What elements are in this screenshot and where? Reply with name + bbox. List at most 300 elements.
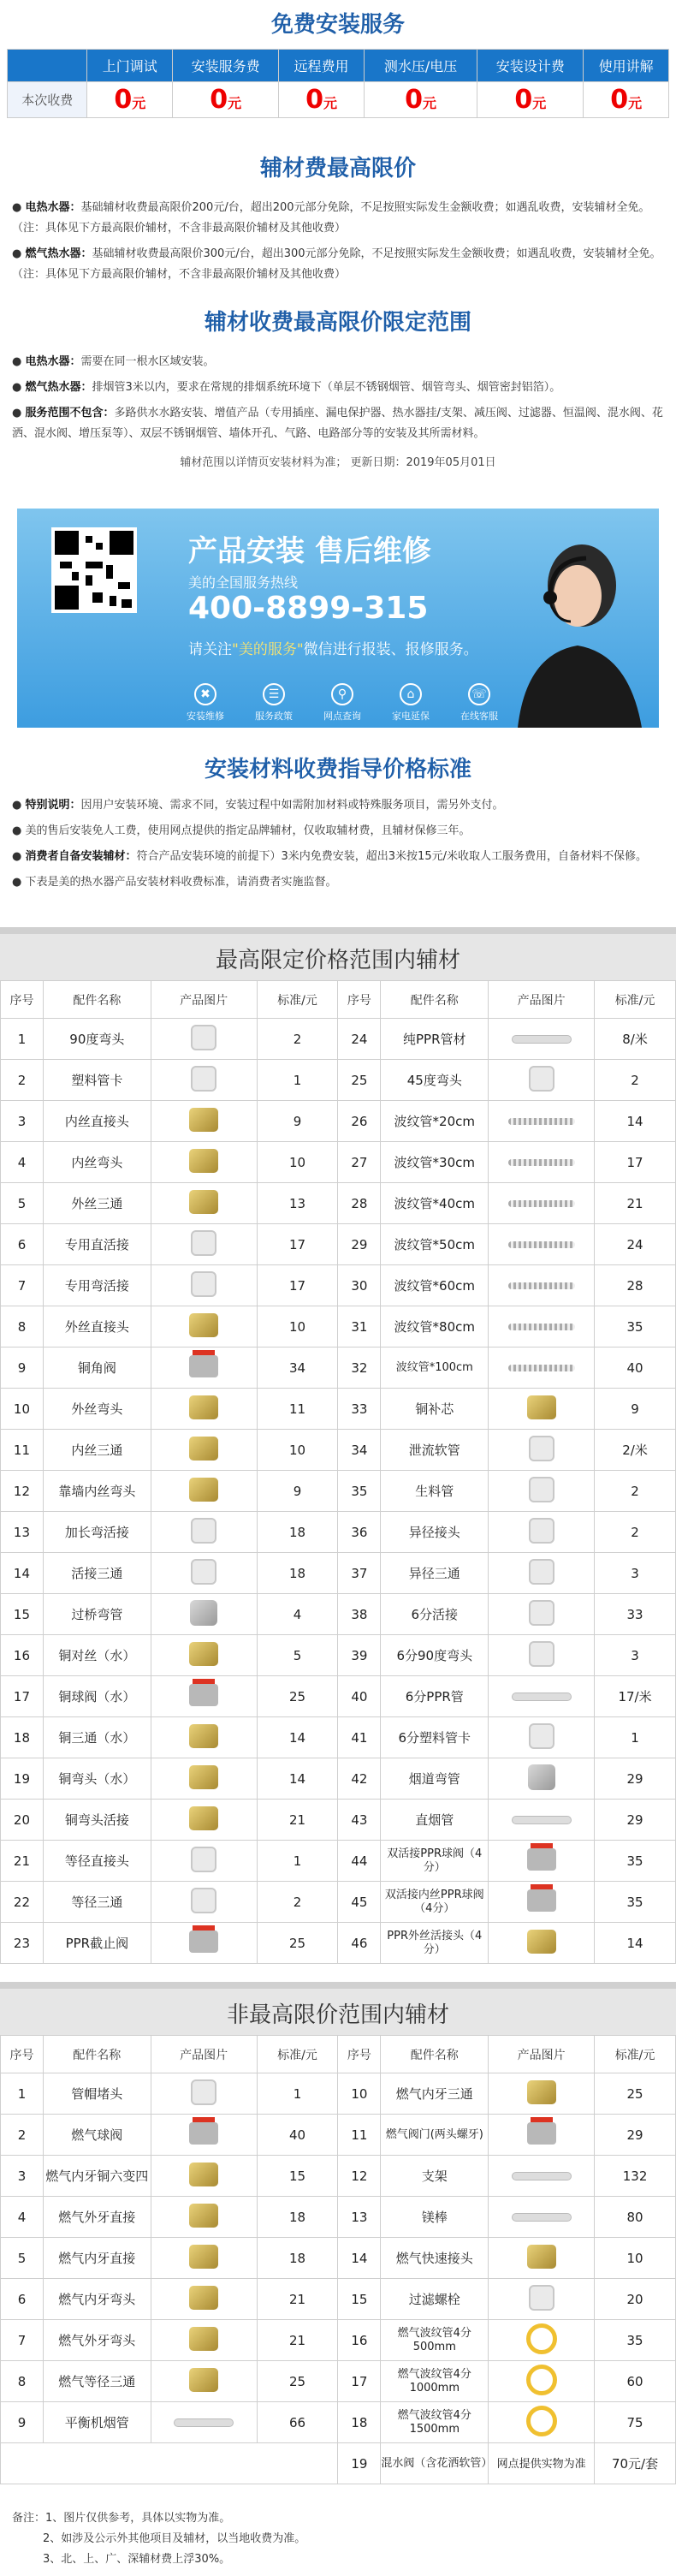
part-image [151,1183,257,1224]
row-number: 41 [338,1717,381,1758]
part-image [151,1512,257,1553]
pipe-icon [512,2172,572,2180]
part-name: 6分活接 [381,1594,489,1635]
part-name: 过桥弯管 [43,1594,151,1635]
table-header-2: 产品图片 [151,981,257,1019]
part-price: 18 [257,1553,338,1594]
part-name: 90度弯头 [43,1019,151,1060]
fee-price-2 [173,82,279,118]
plastic-fitting-icon [191,1559,216,1585]
part-image [151,2361,257,2402]
part-price: 60 [595,2361,676,2402]
row-number: 1 [1,2073,44,2115]
gas-hose-coil-icon [526,2323,557,2354]
plastic-fitting-icon [529,1518,554,1544]
fee-price-value: 0 [114,85,133,115]
part-name: 燃气波纹管4分 1000mm [381,2361,489,2402]
banner-subtitle: 美的全国服务热线 [188,574,299,591]
part-image [151,1265,257,1306]
qr-module [106,565,113,579]
row-number: 10 [338,2073,381,2115]
pipe-icon [512,1035,572,1044]
part-name: 加长弯活接 [43,1512,151,1553]
part-image [489,1841,595,1882]
part-price: 1 [257,2073,338,2115]
part-name: 混水阀（含花洒软管） [381,2443,489,2484]
qr-module [118,582,130,589]
part-name: 等径三通 [43,1882,151,1923]
row-number: 44 [338,1841,381,1882]
part-price: 18 [257,2197,338,2238]
table-row [1,1758,676,1800]
part-image [151,1800,257,1841]
row-number: 8 [1,1306,44,1347]
table-row [1,1717,676,1758]
caps-notes-text: 基础辅材收费最高限价200元/台，超出200元部分免除，不足按照实际发生金额收费；如遇乱收费，安装辅材全免。（注：具体见下方最高限价辅材，不含非最高限价辅材及其他收费） [12,201,650,235]
table-header-7: 标准/元 [595,981,676,1019]
fee-price-value: 0 [610,85,629,115]
part-name: 铜角阀 [43,1347,151,1389]
row-number: 9 [1,2402,44,2443]
plastic-fitting-icon [529,1723,554,1749]
row-number: 25 [338,1060,381,1101]
brass-fitting-icon [189,1724,218,1748]
part-price: 17 [257,1224,338,1265]
row-number: 11 [1,1430,44,1471]
row-number: 21 [1,1841,44,1882]
fee-header-3: 远程费用 [279,50,365,82]
brass-fitting-icon [527,1930,556,1954]
fee-price-unit: 元 [132,95,146,111]
table-row [1,2156,676,2197]
qr-module [86,575,92,586]
part-price: 40 [595,1347,676,1389]
caps-notes-item [12,198,664,239]
fee-price-3 [279,82,365,118]
table-header-4: 序号 [338,2036,381,2073]
row-number: 17 [1,1676,44,1717]
qr-module [60,562,72,568]
part-image [489,1019,595,1060]
row-number: 42 [338,1758,381,1800]
part-image [489,2115,595,2156]
table-row [1,2443,676,2484]
part-image [489,1306,595,1347]
part-price: 40 [257,2115,338,2156]
guide-notes-text: 因用户安装环境、需求不同，安装过程中如需附加材料或特殊服务项目，需另外支付。 [80,799,504,812]
banner-title: 产品安装 售后维修 [188,534,431,568]
banner-line-highlight: "美的服务" [232,641,304,658]
part-price: 17/米 [595,1676,676,1717]
banner-icon-item[interactable] [248,683,299,726]
fee-header-6: 使用讲解 [584,50,669,82]
table-header-3: 标准/元 [257,2036,338,2073]
banner-icon-label: 网点查询 [323,711,361,722]
empty-cell [1,2443,338,2484]
caps-title: 辅材费最高限价 [259,156,416,181]
bullet-icon: ● [12,407,26,419]
part-name: 铜对丝（水） [43,1635,151,1676]
part-image [151,1019,257,1060]
part-name: 管帽堵头 [43,2073,151,2115]
valve-icon [189,2122,218,2145]
row-number: 46 [338,1923,381,1964]
qr-code-icon[interactable] [51,527,137,613]
part-name: 燃气内牙直接 [43,2238,151,2279]
part-name: 塑料管卡 [43,1060,151,1101]
corrugated-pipe-icon [508,1159,575,1166]
part-name: 外丝弯头 [43,1389,151,1430]
table-header-4: 序号 [338,981,381,1019]
valve-icon [527,1889,556,1912]
part-name: 铜弯头活接 [43,1800,151,1841]
part-image [489,1471,595,1512]
banner-icon-label: 在线客服 [460,711,498,722]
row-number: 37 [338,1553,381,1594]
banner-glyph-icon: ⚲ [331,683,353,705]
scope-notes-text: 多路供水水路安装、增值产品（专用插座、漏电保护器、热水器挂/支架、减压阀、过滤器、恒温阀、混水阀、花洒、混水阀、增压泵等）、双层不锈钢烟管、墙体开孔、气路、电路部分等的安装及其所需材料。 [12,407,663,440]
part-name: 烟道弯管 [381,1758,489,1800]
row-number: 13 [338,2197,381,2238]
part-price: 5 [257,1635,338,1676]
table-row [1,2402,676,2443]
row-number: 27 [338,1142,381,1183]
row-number: 7 [1,2320,44,2361]
part-image [151,1676,257,1717]
part-price: 1 [257,1060,338,1101]
row-number: 16 [338,2320,381,2361]
qr-module [96,543,103,550]
part-name: 过滤螺栓 [381,2279,489,2320]
part-name: 6分PPR管 [381,1676,489,1717]
part-image [489,2443,595,2484]
row-number: 6 [1,2279,44,2320]
part-name: 生料管 [381,1471,489,1512]
service-agent-image [501,526,646,728]
qr-module [55,531,79,555]
part-name: PPR截止阀 [43,1923,151,1964]
bullet-icon: ● [12,876,26,889]
table-row [1,1882,676,1923]
brass-fitting-icon [189,2286,218,2310]
service-hotline[interactable]: 400-8899-315 [188,591,429,626]
metal-elbow-icon [528,1764,555,1790]
part-price: 4 [257,1594,338,1635]
table-row [1,1019,676,1060]
plastic-fitting-icon [191,1230,216,1256]
table-row [1,1841,676,1882]
brass-fitting-icon [189,2327,218,2351]
part-image [489,1553,595,1594]
part-price: 75 [595,2402,676,2443]
part-image [151,1717,257,1758]
banner-glyph-icon: ☏ [468,683,490,705]
corrugated-pipe-icon [508,1282,575,1289]
row-number: 35 [338,1471,381,1512]
banner-icon-item[interactable] [385,683,436,726]
part-name: 波纹管*100cm [381,1347,489,1389]
guide-section [0,752,676,898]
part-price: 10 [257,1430,338,1471]
table1 [0,980,676,1964]
qr-module [110,596,116,606]
table-row [1,1512,676,1553]
part-name: 燃气快速接头 [381,2238,489,2279]
banner-icon-item[interactable] [454,683,505,726]
table-header-5: 配件名称 [381,2036,489,2073]
banner-icon-label: 服务政策 [255,711,293,722]
banner-icon-item[interactable] [180,683,231,726]
part-image [489,1389,595,1430]
part-price: 2 [257,1882,338,1923]
part-name: 燃气等径三通 [43,2361,151,2402]
part-image [489,1430,595,1471]
part-price: 35 [595,1882,676,1923]
part-price: 3 [595,1635,676,1676]
part-name: 专用直活接 [43,1224,151,1265]
part-image [151,1471,257,1512]
part-name: 支架 [381,2156,489,2197]
row-number: 20 [1,1800,44,1841]
row-number: 18 [1,1717,44,1758]
plastic-fitting-icon [529,1436,554,1461]
part-name: 6分塑料管卡 [381,1717,489,1758]
part-name: 燃气外牙直接 [43,2197,151,2238]
footer-line: 3、北、上、广、深辅材费上浮30%。 [43,2553,231,2566]
corrugated-pipe-icon [508,1324,575,1330]
table-header-3: 标准/元 [257,981,338,1019]
caps-notes [0,198,676,285]
part-image [489,1594,595,1635]
fee-price-1 [87,82,173,118]
row-number: 18 [338,2402,381,2443]
table-row [1,1265,676,1306]
part-image [489,1717,595,1758]
table-row [1,2320,676,2361]
guide-notes-item [12,872,664,893]
row-number: 11 [338,2115,381,2156]
scope-notes-label: 电热水器： [25,355,81,368]
guide-notes-label: 消费者自备安装辅材： [25,850,137,863]
banner-glyph-icon: ☰ [263,683,285,705]
scope-notes-text: 需要在同一根水区域安装。 [80,355,215,368]
part-name: 活接三通 [43,1553,151,1594]
guide-notes [0,795,676,893]
part-price: 29 [595,1758,676,1800]
qr-module [110,531,133,555]
valve-icon [527,1848,556,1871]
row-number: 22 [1,1882,44,1923]
scope-notes-item [12,378,664,398]
part-name: 纯PPR管材 [381,1019,489,1060]
part-image [489,1265,595,1306]
install-fee-table [7,49,669,118]
qr-module [86,536,92,543]
row-number: 8 [1,2361,44,2402]
bullet-icon: ● [12,381,26,394]
fee-header-4: 测水压/电压 [364,50,477,82]
plastic-fitting-icon [529,1066,554,1092]
part-image [489,2073,595,2115]
guide-notes-text: 符合产品安装环境的前提下）3米内免费安装，超出3米按15元/米收取人工服务费用，自备材料不保修。 [136,850,647,863]
table-row [1,1923,676,1964]
row-number: 13 [1,1512,44,1553]
row-number: 23 [1,1923,44,1964]
table-header-0: 序号 [1,2036,44,2073]
caps-notes-item [12,244,664,285]
table2 [0,2035,676,2484]
metal-elbow-icon [190,1600,217,1626]
valve-icon [527,2122,556,2145]
part-name: 燃气球阀 [43,2115,151,2156]
part-image [489,1635,595,1676]
plastic-fitting-icon [191,1271,216,1297]
row-number: 39 [338,1635,381,1676]
brass-fitting-icon [189,1765,218,1789]
row-number: 5 [1,2238,44,2279]
part-image [489,2156,595,2197]
part-name: 波纹管*40cm [381,1183,489,1224]
brass-fitting-icon [189,2245,218,2269]
brass-fitting-icon [189,1190,218,1214]
part-price: 132 [595,2156,676,2197]
part-image [151,1758,257,1800]
banner-glyph-icon: ⌂ [400,683,422,705]
gas-hose-coil-icon [526,2406,557,2436]
pipe-icon [174,2418,234,2427]
part-price: 2 [595,1512,676,1553]
fee-price-unit: 元 [323,95,337,111]
part-price: 9 [595,1389,676,1430]
banner-icon-item[interactable] [317,683,368,726]
part-image [151,1594,257,1635]
part-price: 2 [595,1471,676,1512]
part-image [151,1635,257,1676]
qr-module [86,562,103,568]
brass-fitting-icon [189,1806,218,1830]
part-image [151,2197,257,2238]
corrugated-pipe-icon [508,1200,575,1207]
bullet-icon: ● [12,799,26,812]
part-price: 25 [595,2073,676,2115]
row-number: 17 [338,2361,381,2402]
banner-icon-label: 家电延保 [392,711,430,722]
plastic-fitting-icon [191,1888,216,1913]
part-name: 内丝弯头 [43,1142,151,1183]
part-price: 10 [595,2238,676,2279]
banner-line-post: 微信进行报装、报修服务。 [303,641,478,658]
row-number: 5 [1,1183,44,1224]
table2-section [0,1982,676,2484]
service-banner [17,509,659,728]
table-row [1,1676,676,1717]
row-number: 45 [338,1882,381,1923]
scope-notes [0,352,676,444]
install-section [0,7,676,118]
part-image [489,1512,595,1553]
part-image [151,2238,257,2279]
part-image [151,1882,257,1923]
part-name: 波纹管*60cm [381,1265,489,1306]
fee-price-4 [364,82,477,118]
fee-price-value: 0 [305,85,323,115]
part-price: 2 [257,1019,338,1060]
brass-fitting-icon [189,1478,218,1502]
scope-notes-label: 燃气热水器： [25,381,92,394]
corrugated-pipe-icon [508,1365,575,1371]
brass-fitting-icon [189,2368,218,2392]
part-name: 铜三通（水） [43,1717,151,1758]
banner-line-pre: 请关注 [188,641,232,658]
guide-notes-text: 下表是美的热水器产品安装材料收费标准，请消费者实施监督。 [25,876,337,889]
table-row [1,2115,676,2156]
guide-notes-item [12,795,664,816]
brass-fitting-icon [527,2245,556,2269]
part-image [151,1923,257,1964]
part-image [489,2402,595,2443]
part-price: 21 [257,2279,338,2320]
corrugated-pipe-icon [508,1241,575,1248]
row-number: 4 [1,1142,44,1183]
brass-fitting-icon [189,1108,218,1132]
caps-notes-label: 电热水器： [25,201,81,214]
part-price: 14 [595,1101,676,1142]
part-name: PPR外丝活接头（4分） [381,1923,489,1964]
part-price: 14 [257,1758,338,1800]
part-image [151,1224,257,1265]
part-image [489,1224,595,1265]
guide-title: 安装材料收费指导价格标准 [204,757,471,782]
part-image [151,1553,257,1594]
part-price: 25 [257,2361,338,2402]
table-header-2: 产品图片 [151,2036,257,2073]
plastic-fitting-icon [529,2285,554,2311]
table-row [1,1347,676,1389]
table-header-6: 产品图片 [489,2036,595,2073]
fee-price-value: 0 [405,85,423,115]
part-name: 45度弯头 [381,1060,489,1101]
part-name: 专用弯活接 [43,1265,151,1306]
part-image [151,2073,257,2115]
caps-section [0,151,676,290]
table-header-0: 序号 [1,981,44,1019]
part-image [489,2238,595,2279]
part-image [151,1306,257,1347]
bullet-icon: ● [12,247,26,260]
table-row [1,1594,676,1635]
row-number: 2 [1,2115,44,2156]
row-number: 14 [1,1553,44,1594]
row-number: 1 [1,1019,44,1060]
part-image [151,1101,257,1142]
table-row [1,2073,676,2115]
part-image [489,1800,595,1841]
row-number: 36 [338,1512,381,1553]
row-number: 19 [338,2443,381,2484]
part-price: 35 [595,1841,676,1882]
qr-module [122,599,132,608]
footer-line: 备注：1、图片仅供参考，具体以实物为准。 [12,2512,231,2525]
brass-fitting-icon [189,2163,218,2186]
table-row [1,1553,676,1594]
part-price: 10 [257,1306,338,1347]
row-number: 40 [338,1676,381,1717]
part-price: 3 [595,1553,676,1594]
guide-notes-text: 美的售后安装免人工费，使用网点提供的指定品牌辅材，仅收取辅材费，且辅材保修三年。 [25,824,471,837]
row-number: 3 [1,2156,44,2197]
part-price: 24 [595,1224,676,1265]
pipe-icon [512,1693,572,1701]
